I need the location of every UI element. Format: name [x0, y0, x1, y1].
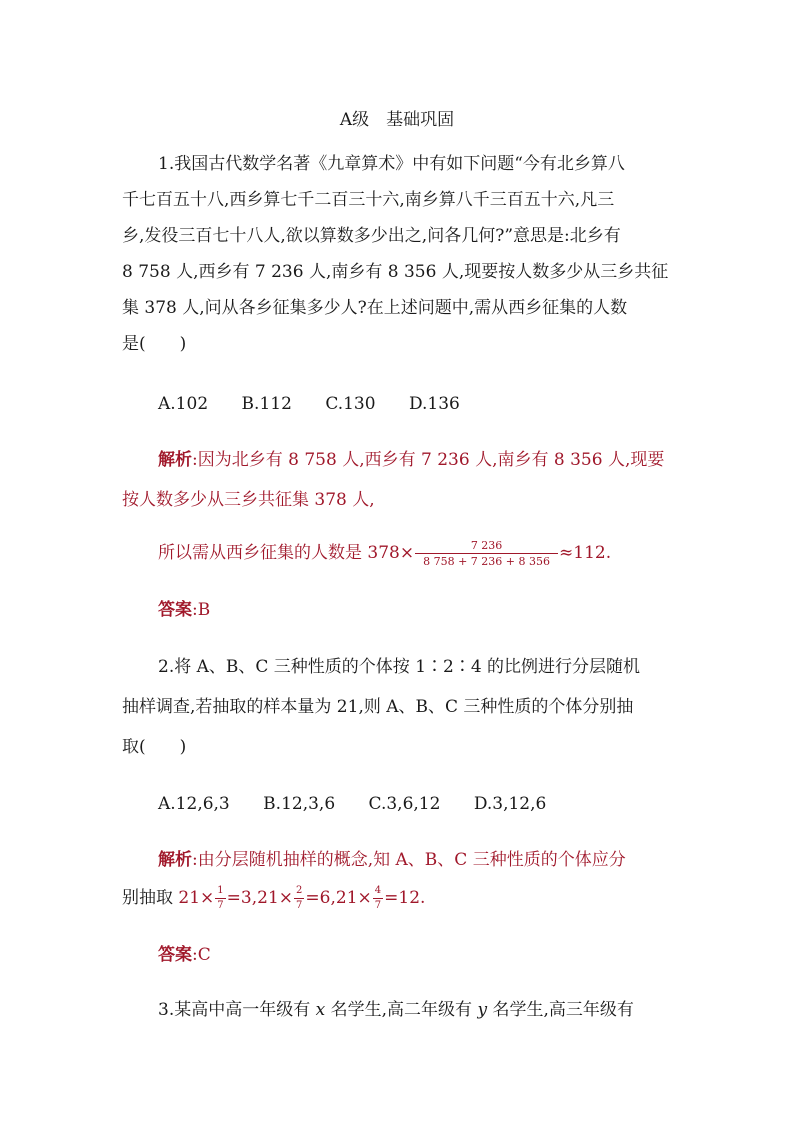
q2-analysis-text-1: :由分层随机抽样的概念,知 A、B、C 三种性质的个体应分	[192, 850, 626, 870]
q1-option-c: C.130	[325, 394, 376, 414]
q2-answer-label: 答案	[158, 945, 192, 965]
q1-line-4: 8 758 人,西乡有 7 236 人,南乡有 8 356 人,现要按人数多少从三乡共征	[122, 262, 669, 282]
q2-analysis-line-1	[158, 848, 714, 872]
q2-part-1-b: =3,	[226, 888, 258, 908]
q2-fraction-2-den: 7	[296, 900, 303, 911]
q2-part-1-a: 21×	[178, 888, 215, 908]
q1-answer-label: 答案	[158, 600, 192, 620]
q1-line-3: 乡,发役三百七十八人,欲以算数多少出之,问各几何?”意思是:北乡有	[122, 226, 621, 246]
q1-fraction	[415, 540, 558, 567]
section-title: A级 基础巩固	[339, 110, 455, 130]
q3-text-3: 名学生,高三年级有	[487, 1000, 634, 1020]
q2-fraction-3-den: 7	[374, 900, 382, 911]
q1-answer-value: :B	[192, 600, 211, 620]
q1-option-d: D.136	[408, 394, 460, 414]
q1-analysis-text-2: 按人数多少从三乡共征集 378 人,	[122, 490, 375, 510]
q2-line-1: 2.将 A、B、C 三种性质的个体按 1∶2∶4 的比例进行分层随机	[158, 657, 641, 677]
q2-fraction-3	[373, 886, 383, 911]
q3-text-1: 3.某高中高一年级有	[158, 1000, 316, 1020]
q2-part-2-a: 21×	[257, 888, 294, 908]
q2-part-2-b: =6,	[305, 888, 336, 908]
q3-line-1	[158, 998, 714, 1022]
q1-formula-prefix: 所以需从西乡征集的人数是 378×	[158, 543, 415, 563]
q2-option-b: B.12,3,6	[263, 794, 336, 814]
q1-line-5: 集 378 人,问从各乡征集多少人?在上述问题中,需从西乡征集的人数	[122, 298, 628, 318]
q1-fraction-denominator: 8 758 + 7 236 + 8 356	[415, 553, 558, 567]
q2-line-3: 取( )	[122, 737, 187, 757]
q2-fraction-2	[294, 886, 304, 911]
q1-option-a: A.102	[158, 394, 209, 414]
q1-analysis-line-1	[158, 448, 714, 472]
q2-analysis-line-2	[122, 886, 678, 911]
q2-fraction-1-den: 7	[217, 900, 224, 911]
q2-option-c: C.3,6,12	[368, 794, 441, 814]
q1-line-6: 是( )	[122, 334, 187, 354]
q1-options	[158, 392, 714, 416]
q2-fraction-1-num: 1	[217, 885, 224, 896]
q2-analysis-label: 解析	[158, 850, 192, 870]
q3-var-y: y	[477, 1000, 488, 1020]
q1-answer	[158, 598, 714, 622]
q2-fraction-1	[215, 886, 225, 911]
q1-analysis-label: 解析	[158, 450, 192, 470]
q2-fraction-3-num: 4	[374, 885, 382, 896]
q2-options	[158, 792, 714, 816]
q2-option-d: D.3,12,6	[473, 794, 547, 814]
q1-formula-line	[158, 540, 714, 567]
q2-answer-value: :C	[192, 945, 211, 965]
q2-analysis-prefix: 别抽取	[122, 888, 179, 908]
q1-option-b: B.112	[241, 394, 292, 414]
q3-text-2: 名学生,高二年级有	[325, 1000, 478, 1020]
q1-line-1: 1.我国古代数学名著《九章算术》中有如下问题“今有北乡算八	[158, 154, 625, 174]
q2-part-3-a: 21×	[335, 888, 372, 908]
q3-var-x: x	[315, 1000, 326, 1020]
q2-part-3-b: =12.	[384, 888, 426, 908]
q2-answer	[158, 943, 714, 967]
q1-analysis-line-2	[122, 488, 678, 512]
q2-fraction-2-num: 2	[296, 885, 303, 896]
q1-analysis-text-1: :因为北乡有 8 758 人,西乡有 7 236 人,南乡有 8 356 人,现要	[192, 450, 665, 470]
q1-fraction-numerator: 7 236	[470, 539, 503, 552]
q1-formula-suffix: ≈112.	[559, 543, 612, 563]
q2-option-a: A.12,6,3	[158, 794, 230, 814]
q1-line-2: 千七百五十八,西乡算七千二百三十六,南乡算八千三百五十六,凡三	[122, 190, 615, 210]
q2-line-2: 抽样调查,若抽取的样本量为 21,则 A、B、C 三种性质的个体分别抽	[122, 697, 634, 717]
